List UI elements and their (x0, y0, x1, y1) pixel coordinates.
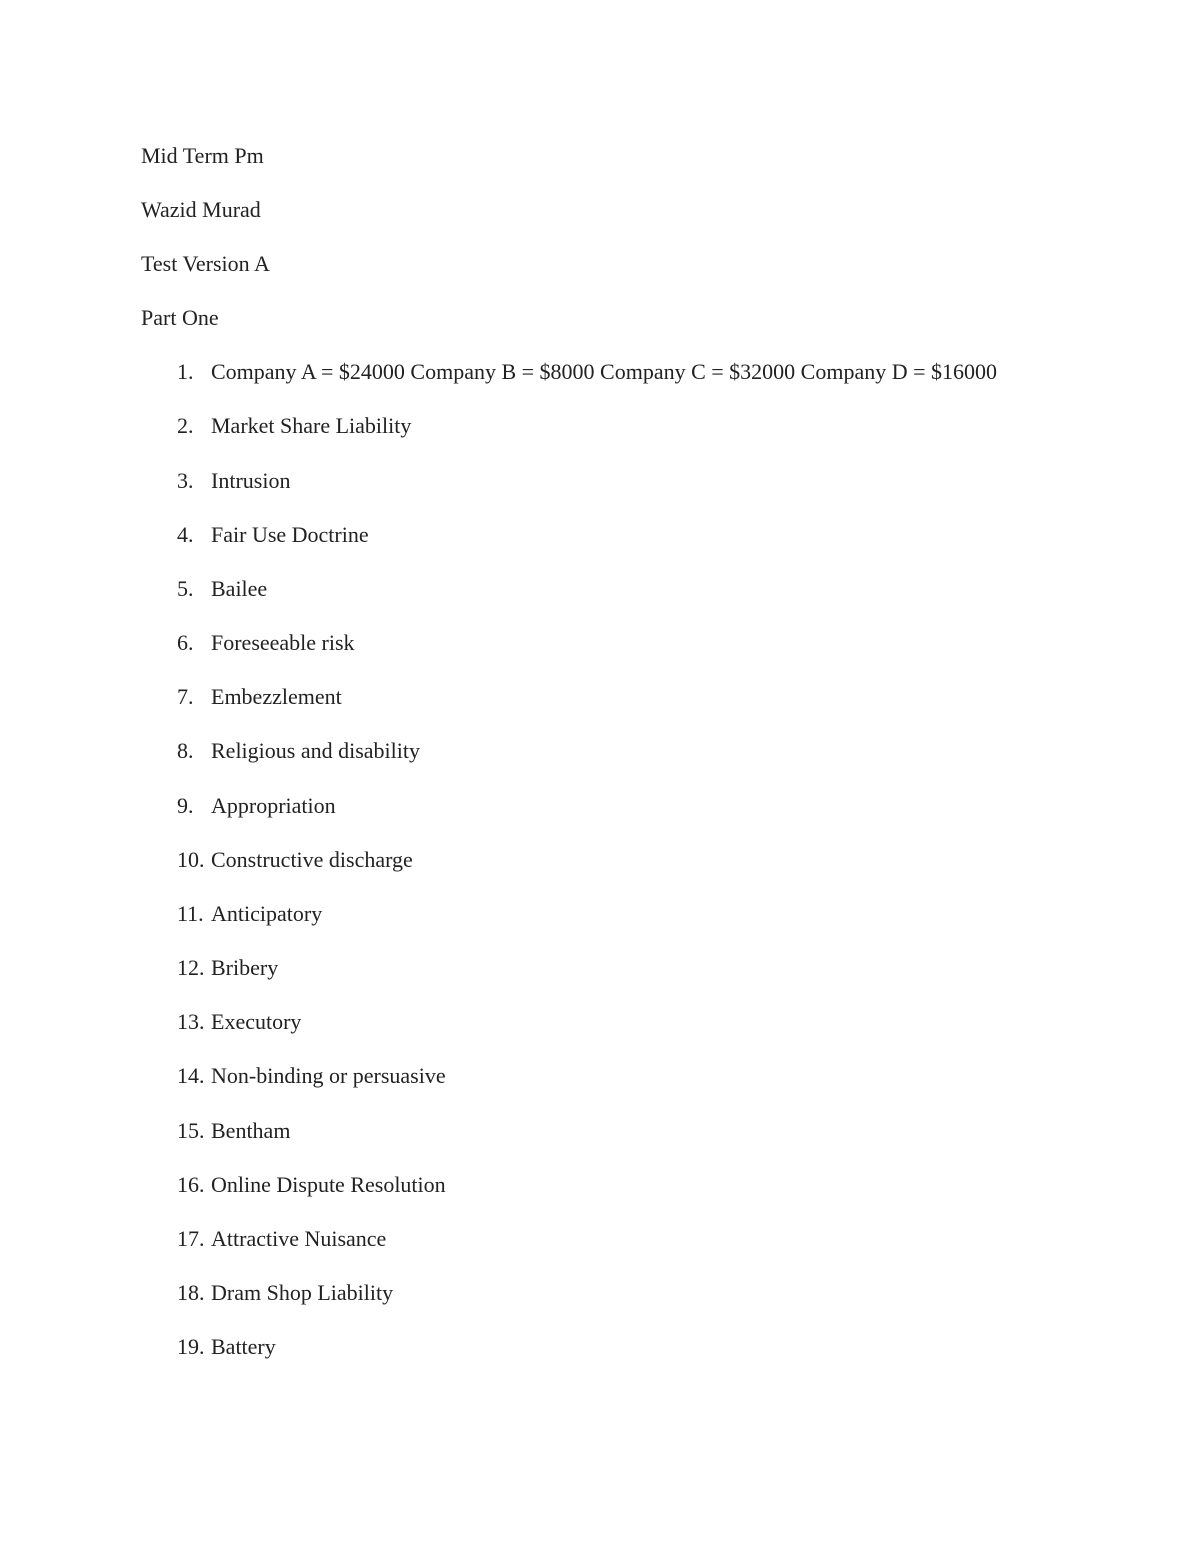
list-item-text: Company A = $24000 Company B = $8000 Company C = $32000 Company D = $16000 (211, 359, 998, 384)
list-item-number: 15. (177, 1118, 205, 1143)
list-item-number: 3. (177, 468, 194, 493)
list-item-number: 7. (177, 684, 194, 709)
list-item-text: Online Dispute Resolution (211, 1172, 446, 1197)
section-heading: Part One (141, 305, 219, 330)
list-item-number: 9. (177, 793, 194, 818)
list-item-text: Bailee (211, 576, 268, 601)
list-item-text: Executory (211, 1009, 302, 1034)
list-item-number: 14. (177, 1063, 205, 1088)
list-item-text: Embezzlement (211, 684, 342, 709)
student-name: Wazid Murad (141, 197, 261, 222)
list-item-text: Attractive Nuisance (211, 1226, 387, 1251)
list-item-number: 8. (177, 738, 194, 763)
list-item-text: Dram Shop Liability (211, 1280, 394, 1305)
list-item-number: 6. (177, 630, 194, 655)
list-item-number: 1. (177, 359, 194, 384)
list-item-text: Foreseeable risk (211, 630, 355, 655)
list-item-text: Anticipatory (211, 901, 323, 926)
list-item-number: 4. (177, 522, 194, 547)
list-item-number: 10. (177, 847, 205, 872)
list-item-text: Battery (211, 1334, 276, 1359)
list-item-number: 12. (177, 955, 205, 980)
list-item-text: Religious and disability (211, 738, 420, 763)
test-version: Test Version A (141, 251, 270, 276)
list-item-number: 11. (177, 901, 204, 926)
list-item-text: Market Share Liability (211, 413, 412, 438)
list-item-number: 5. (177, 576, 194, 601)
list-item-text: Bentham (211, 1118, 291, 1143)
list-item-number: 13. (177, 1009, 205, 1034)
list-item-number: 2. (177, 413, 194, 438)
list-item-text: Appropriation (211, 793, 336, 818)
list-item-number: 16. (177, 1172, 205, 1197)
list-item-number: 19. (177, 1334, 205, 1359)
list-item-text: Constructive discharge (211, 847, 413, 872)
list-item-text: Non-binding or persuasive (211, 1063, 446, 1088)
list-item-number: 18. (177, 1280, 205, 1305)
document-title: Mid Term Pm (141, 143, 264, 168)
list-item-text: Fair Use Doctrine (211, 522, 369, 547)
list-item-text: Intrusion (211, 468, 291, 493)
list-item-text: Bribery (211, 955, 279, 980)
list-item-number: 17. (177, 1226, 205, 1251)
